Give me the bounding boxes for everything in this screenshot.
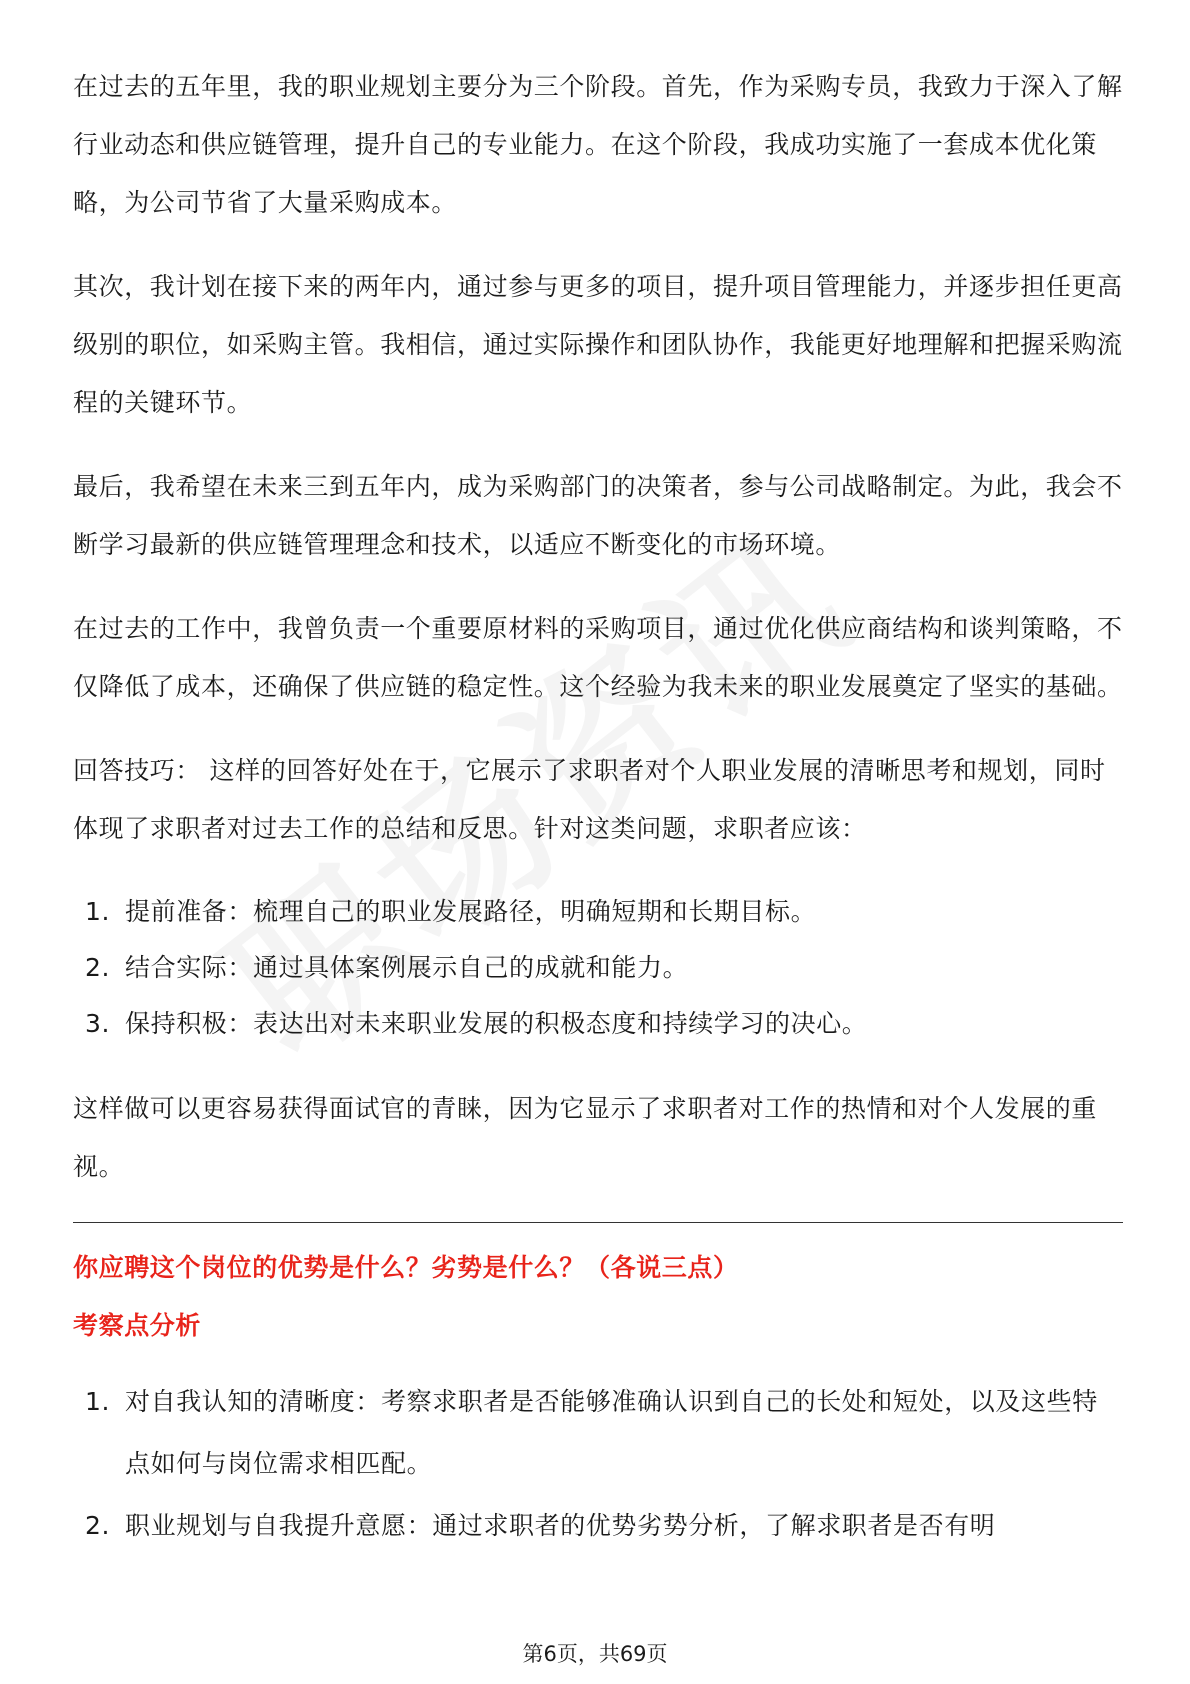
list-number: 1.	[85, 1387, 111, 1416]
list-text: 保持积极：表达出对未来职业发展的积极态度和持续学习的决心。	[125, 1009, 868, 1038]
question-title: 你应聘这个岗位的优势是什么？劣势是什么？（各说三点）	[73, 1253, 739, 1282]
list-item	[73, 1495, 1123, 1557]
list-number: 1.	[85, 897, 111, 926]
paragraph-career-plan-final: 最后，我希望在未来三到五年内，成为采购部门的决策者，参与公司战略制定。为此，我会不断学习最新的供应链管理理念和技术，以适应不断变化的市场环境。	[73, 472, 1123, 559]
analysis-subtitle: 考察点分析	[73, 1311, 202, 1340]
paragraph-past-experience: 在过去的工作中，我曾负责一个重要原材料的采购项目，通过优化供应商结构和谈判策略，不仅降低了成本，还确保了供应链的稳定性。这个经验为我未来的职业发展奠定了坚实的基础。	[73, 614, 1123, 701]
paragraph-career-plan-intro: 在过去的五年里，我的职业规划主要分为三个阶段。首先，作为采购专员，我致力于深入了解行业动态和供应链管理，提升自己的专业能力。在这个阶段，我成功实施了一套成本优化策略，为公司节省了大量采购成本。	[73, 72, 1123, 217]
section-divider	[73, 1222, 1123, 1223]
analysis-points-list	[73, 1371, 1123, 1557]
list-item	[73, 884, 1123, 940]
tips-list	[73, 884, 1123, 1052]
list-text: 结合实际：通过具体案例展示自己的成就和能力。	[125, 953, 689, 982]
list-number: 2.	[85, 1511, 111, 1540]
list-number: 3.	[85, 1009, 111, 1038]
document-body	[73, 58, 1123, 1585]
list-number: 2.	[85, 953, 111, 982]
list-item	[73, 1371, 1123, 1495]
list-item	[73, 940, 1123, 996]
paragraph-career-plan-next: 其次，我计划在接下来的两年内，通过参与更多的项目，提升项目管理能力，并逐步担任更高级别的职位，如采购主管。我相信，通过实际操作和团队协作，我能更好地理解和把握采购流程的关键环节。	[73, 272, 1123, 417]
list-text: 职业规划与自我提升意愿：通过求职者的优势劣势分析，了解求职者是否有明	[125, 1511, 996, 1540]
page-footer: 第6页，共69页	[522, 1642, 668, 1666]
paragraph-closing: 这样做可以更容易获得面试官的青睐，因为它显示了求职者对工作的热情和对个人发展的重视。	[73, 1094, 1098, 1181]
list-text: 提前准备：梳理自己的职业发展路径，明确短期和长期目标。	[125, 897, 817, 926]
list-text: 对自我认知的清晰度：考察求职者是否能够准确认识到自己的长处和短处，以及这些特点如何与岗位需求相匹配。	[125, 1387, 1098, 1478]
paragraph-answer-tips: 回答技巧： 这样的回答好处在于，它展示了求职者对个人职业发展的清晰思考和规划，同时体现了求职者对过去工作的总结和反思。针对这类问题，求职者应该：	[73, 756, 1106, 843]
list-item	[73, 996, 1123, 1052]
